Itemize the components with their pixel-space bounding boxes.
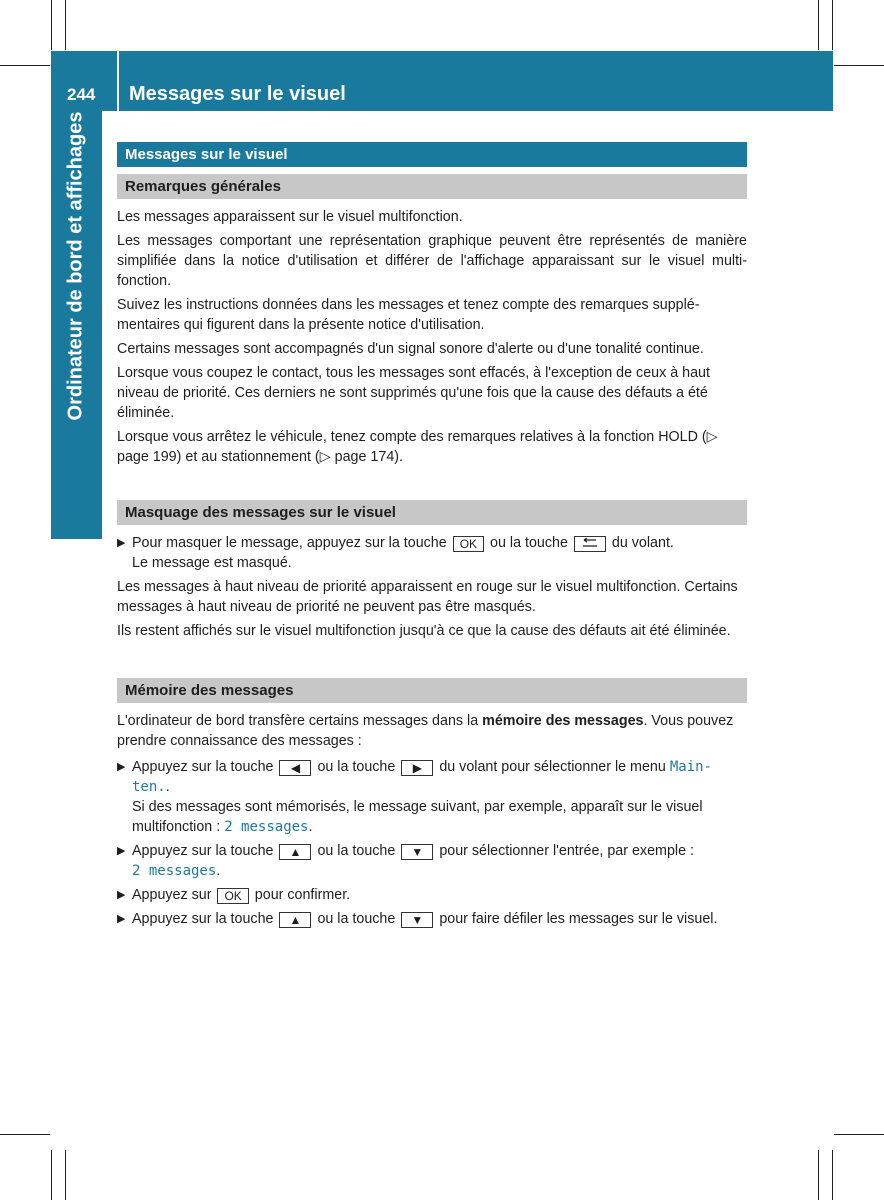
back-arrow-icon bbox=[574, 536, 606, 552]
up-key-icon: ▲ bbox=[279, 844, 311, 860]
chapter-label: Ordinateur de bord et affichages bbox=[64, 111, 87, 421]
crop-mark bbox=[51, 1150, 52, 1200]
crop-mark bbox=[0, 1134, 50, 1135]
step-arrow-icon: ▶ bbox=[117, 761, 126, 773]
crop-mark bbox=[65, 1150, 66, 1200]
ok-key-icon: OK bbox=[453, 536, 484, 552]
step-text: ou la touche bbox=[317, 843, 396, 859]
step-text: . bbox=[165, 779, 170, 795]
step-arrow-icon: ▶ bbox=[117, 537, 126, 549]
step-arrow-icon: ▶ bbox=[117, 845, 126, 857]
step-arrow-icon: ▶ bbox=[117, 913, 126, 925]
paragraph: Certains messages sont accompagnés d'un signal sonore d'alerte ou d'une tonalité continue. bbox=[117, 341, 704, 357]
crop-mark bbox=[818, 1150, 819, 1200]
paragraph bbox=[117, 711, 747, 751]
step-text: Appuyez sur la touche bbox=[132, 759, 274, 775]
step-result: Si des messages sont mémorisés, le message suivant, par exemple, apparaît sur le visuel multifonction : bbox=[132, 799, 703, 835]
intro-text: . Vous pouvez prendre connaissance des messages : bbox=[117, 713, 734, 749]
instruction-step: ▶ Appuyez sur la touche ▲ ou la touche ▼ pour sélectionner l'entrée, par exemple : 2 messages. bbox=[117, 843, 694, 879]
step-text: du volant pour sélectionner le menu bbox=[439, 759, 666, 775]
display-message: 2 messages bbox=[224, 819, 309, 835]
paragraph: Lorsque vous coupez le contact, tous les messages sont effacés, à l'exception de ceux à haut niveau de priorité. Ces derniers ne sont supprimés qu'une fois que la cause des défauts a été éliminée. bbox=[117, 365, 710, 421]
step-text: ou la touche bbox=[317, 759, 396, 775]
crop-mark bbox=[832, 1150, 833, 1200]
crop-mark bbox=[65, 0, 66, 50]
down-key-icon: ▼ bbox=[401, 912, 433, 928]
intro-bold-term: mémoire des messages bbox=[482, 713, 644, 729]
step-text: du volant. bbox=[611, 535, 674, 551]
down-key-icon: ▼ bbox=[401, 844, 433, 860]
subsection-heading: Masquage des messages sur le visuel bbox=[117, 500, 747, 525]
ok-key-icon: OK bbox=[217, 888, 248, 904]
chapter-side-tab bbox=[51, 111, 102, 539]
crop-mark bbox=[834, 1134, 884, 1135]
display-menu-name: Main-ten. bbox=[132, 759, 712, 795]
subsection-heading: Mémoire des messages bbox=[117, 678, 747, 703]
step-text: ou la touche bbox=[490, 535, 568, 551]
paragraph: Lorsque vous arrêtez le véhicule, tenez compte des remarques relatives à la fonction HOLD (▷ page 199) et au stationnement (▷ page 174). bbox=[117, 429, 718, 465]
step-text: pour faire défiler les messages sur le visuel. bbox=[439, 911, 718, 927]
paragraph: Les messages à haut niveau de priorité apparaissent en rouge sur le visuel multifonction. Certains messages à haut niveau de priorité ne peuvent pas être masqués. bbox=[117, 579, 738, 615]
crop-mark bbox=[818, 0, 819, 50]
step-text: Appuyez sur bbox=[132, 887, 212, 903]
page-number: 244 bbox=[67, 85, 96, 104]
step-text: Appuyez sur la touche bbox=[132, 911, 274, 927]
subsection-heading: Remarques générales bbox=[117, 174, 747, 199]
step-text: Pour masquer le message, appuyez sur la touche bbox=[132, 535, 447, 551]
left-key-icon: ◀ bbox=[279, 760, 311, 776]
step-text: Appuyez sur la touche bbox=[132, 843, 274, 859]
page-content bbox=[117, 142, 747, 929]
crop-mark bbox=[832, 0, 833, 50]
page-header bbox=[51, 51, 833, 111]
paragraph: Ils restent affichés sur le visuel multifonction jusqu'à ce que la cause des défauts ait été éliminée. bbox=[117, 623, 731, 639]
instruction-step: ▶ Appuyez sur la touche ◀ ou la touche ▶ du volant pour sélectionner le menu Main-ten.. Si des messages sont mémorisés, le message suivant, par exemple, apparaît sur le visuel multifonction : 2 messages. bbox=[117, 759, 712, 835]
crop-mark bbox=[834, 65, 884, 66]
crop-mark bbox=[0, 65, 50, 66]
intro-text: L'ordinateur de bord transfère certains messages dans la bbox=[117, 713, 479, 729]
step-text: pour confirmer. bbox=[254, 887, 351, 903]
instruction-step bbox=[117, 885, 747, 905]
paragraph: Les messages apparaissent sur le visuel multifonction. bbox=[117, 209, 463, 225]
paragraph: Suivez les instructions données dans les messages et tenez compte des remarques supplé-mentaires qui figurent dans la présente notice d'utilisation. bbox=[117, 297, 700, 333]
page-title: Messages sur le visuel bbox=[129, 83, 346, 105]
step-result: Le message est masqué. bbox=[132, 555, 292, 571]
instruction-step bbox=[117, 909, 747, 929]
step-text: ou la touche bbox=[317, 911, 396, 927]
step-text: pour sélectionner l'entrée, par exemple : bbox=[439, 843, 694, 859]
right-key-icon: ▶ bbox=[401, 760, 433, 776]
header-divider bbox=[117, 51, 119, 111]
instruction-step bbox=[117, 533, 747, 573]
section-heading: Messages sur le visuel bbox=[117, 142, 747, 167]
crop-mark bbox=[51, 0, 52, 50]
up-key-icon: ▲ bbox=[279, 912, 311, 928]
step-arrow-icon: ▶ bbox=[117, 889, 126, 901]
display-message: 2 messages bbox=[132, 863, 217, 879]
paragraph: Les messages comportant une représentation graphique peuvent être représentés de manière simplifiée dans la notice d'utilisation et différer de l'affichage apparaissant sur le visuel multi-fonction. bbox=[117, 233, 747, 289]
